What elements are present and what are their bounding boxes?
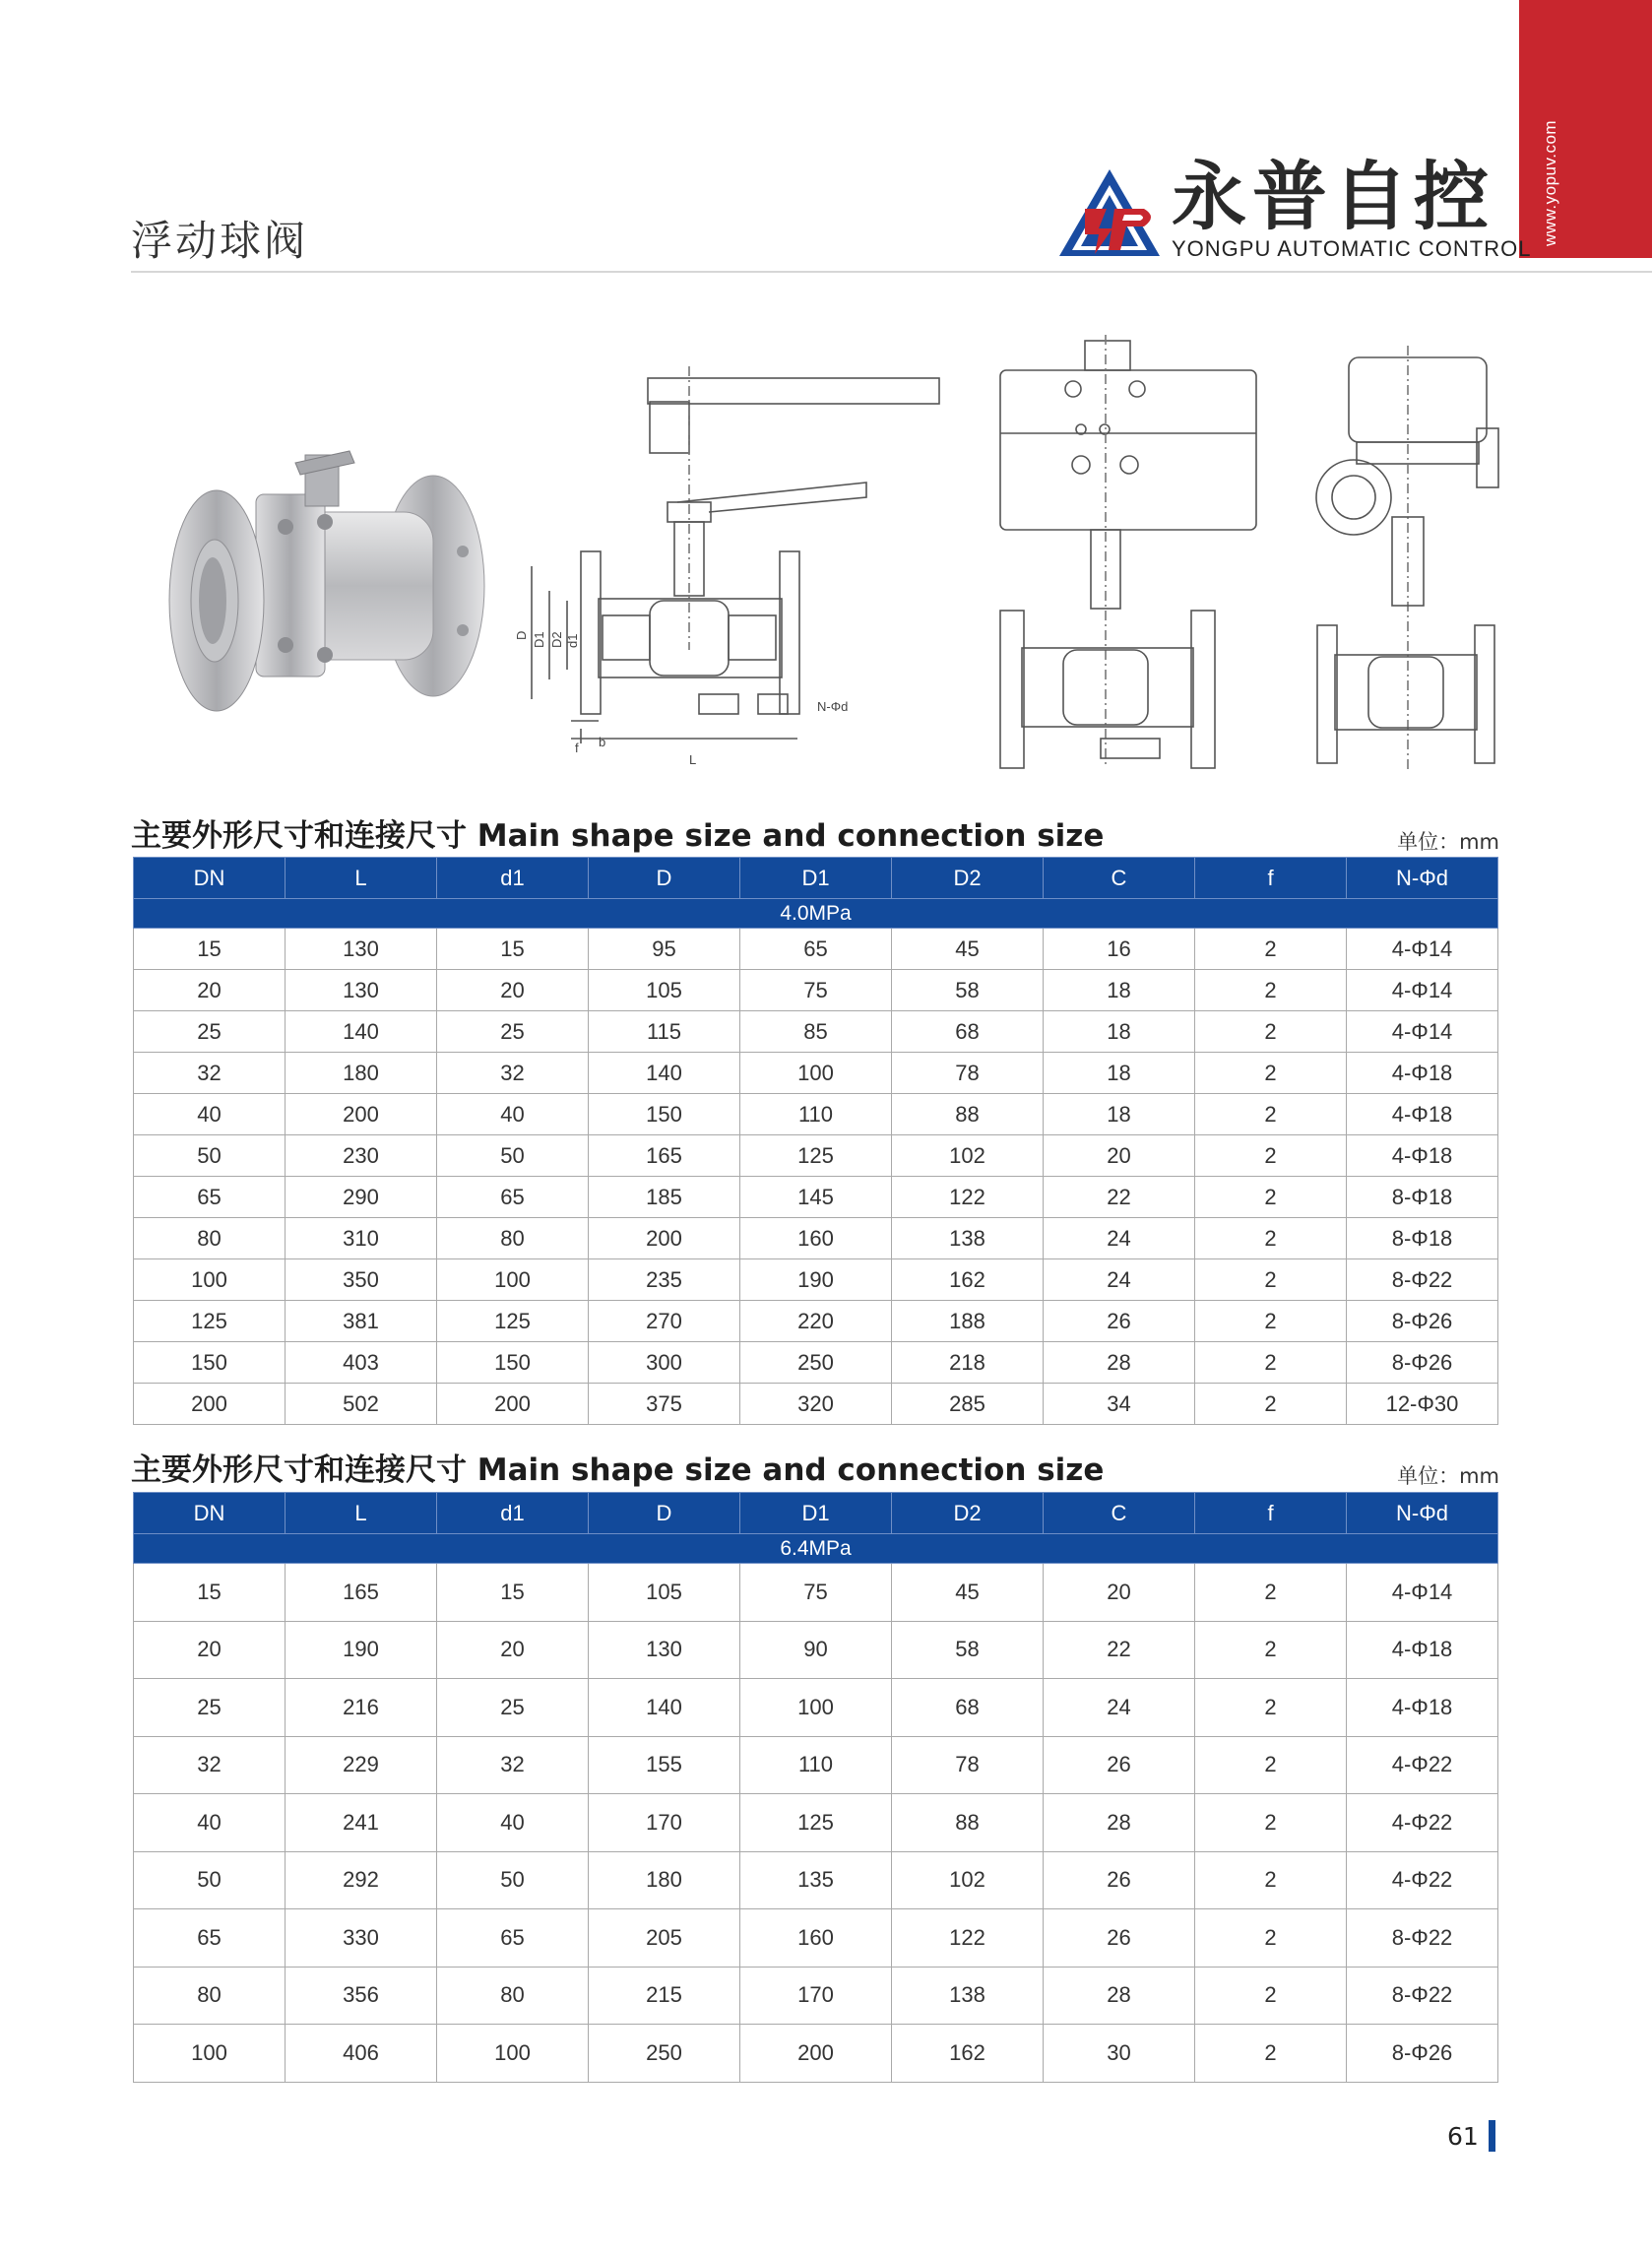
table-cell: 310 [286, 1218, 437, 1259]
table-cell: 165 [589, 1135, 740, 1177]
table-cell: 4-Φ18 [1347, 1094, 1498, 1135]
table-row [134, 1679, 1498, 1737]
table-cell: 130 [286, 929, 437, 970]
table-cell: 100 [134, 2025, 286, 2083]
pressure-rating-row: 4.0MPa [134, 899, 1498, 929]
table-cell: 241 [286, 1794, 437, 1852]
table-cell: 4-Φ14 [1347, 970, 1498, 1011]
table-cell: 8-Φ26 [1347, 1301, 1498, 1342]
table-cell: 4-Φ18 [1347, 1679, 1498, 1737]
table-cell: 65 [437, 1909, 589, 1968]
table-cell: 24 [1044, 1679, 1195, 1737]
column-header: N-Φd [1347, 1493, 1498, 1534]
table-cell: 80 [437, 1967, 589, 2025]
dim-label-D2: D2 [549, 631, 564, 648]
table-cell: 130 [589, 1621, 740, 1679]
table-header-row [134, 858, 1498, 899]
table-cell: 406 [286, 2025, 437, 2083]
table-cell: 102 [892, 1851, 1044, 1909]
table-cell: 155 [589, 1736, 740, 1794]
table-cell: 2 [1195, 1135, 1347, 1177]
table-cell: 170 [740, 1967, 892, 2025]
table-cell: 65 [134, 1177, 286, 1218]
table-cell: 4-Φ14 [1347, 1564, 1498, 1622]
table-row [134, 1135, 1498, 1177]
table-cell: 25 [134, 1011, 286, 1053]
table-cell: 4-Φ22 [1347, 1736, 1498, 1794]
table-cell: 102 [892, 1135, 1044, 1177]
table-cell: 215 [589, 1967, 740, 2025]
column-header: L [286, 858, 437, 899]
table-row [134, 2025, 1498, 2083]
table-cell: 4-Φ18 [1347, 1135, 1498, 1177]
table-cell: 162 [892, 2025, 1044, 2083]
column-header: d1 [437, 1493, 589, 1534]
column-header: D2 [892, 858, 1044, 899]
table-cell: 100 [437, 2025, 589, 2083]
table-row [134, 1851, 1498, 1909]
brand-logo-icon [1055, 165, 1164, 260]
table-row [134, 1011, 1498, 1053]
table-cell: 4-Φ18 [1347, 1621, 1498, 1679]
table-cell: 205 [589, 1909, 740, 1968]
table-cell: 2 [1195, 1259, 1347, 1301]
column-header: DN [134, 858, 286, 899]
table-cell: 356 [286, 1967, 437, 2025]
column-header: f [1195, 858, 1347, 899]
table-cell: 18 [1044, 1053, 1195, 1094]
table-cell: 2 [1195, 1053, 1347, 1094]
table-cell: 140 [286, 1011, 437, 1053]
table2-unit: 单位：mm [1397, 1464, 1499, 1488]
table-cell: 90 [740, 1621, 892, 1679]
page-number: 61 [1447, 2122, 1479, 2151]
table-cell: 300 [589, 1342, 740, 1384]
table-cell: 80 [437, 1218, 589, 1259]
table1-unit: 单位：mm [1397, 830, 1499, 854]
table-cell: 285 [892, 1384, 1044, 1425]
table-cell: 122 [892, 1909, 1044, 1968]
table-cell: 15 [437, 1564, 589, 1622]
table-cell: 68 [892, 1011, 1044, 1053]
table-row [134, 1301, 1498, 1342]
table-cell: 20 [1044, 1564, 1195, 1622]
table-cell: 8-Φ18 [1347, 1218, 1498, 1259]
brand-name-cn: 永普自控 [1172, 153, 1494, 240]
table-cell: 160 [740, 1218, 892, 1259]
table-cell: 2 [1195, 1011, 1347, 1053]
table-cell: 88 [892, 1094, 1044, 1135]
table-cell: 50 [437, 1851, 589, 1909]
table-cell: 95 [589, 929, 740, 970]
table-cell: 20 [134, 970, 286, 1011]
table-cell: 78 [892, 1736, 1044, 1794]
table-cell: 12-Φ30 [1347, 1384, 1498, 1425]
table-cell: 8-Φ26 [1347, 2025, 1498, 2083]
spec-table-6-4mpa [133, 1492, 1498, 2083]
table-cell: 58 [892, 970, 1044, 1011]
table-cell: 270 [589, 1301, 740, 1342]
table-cell: 160 [740, 1909, 892, 1968]
table-cell: 2 [1195, 1094, 1347, 1135]
table-cell: 30 [1044, 2025, 1195, 2083]
table-cell: 2 [1195, 970, 1347, 1011]
table-cell: 100 [740, 1679, 892, 1737]
table-cell: 18 [1044, 1011, 1195, 1053]
pneumatic-valve-drawing [994, 335, 1260, 778]
table-cell: 28 [1044, 1967, 1195, 2025]
table-cell: 2 [1195, 1679, 1347, 1737]
table-cell: 145 [740, 1177, 892, 1218]
table-row [134, 1259, 1498, 1301]
table-cell: 105 [589, 970, 740, 1011]
table-cell: 170 [589, 1794, 740, 1852]
column-header: f [1195, 1493, 1347, 1534]
table-cell: 200 [437, 1384, 589, 1425]
table-cell: 8-Φ26 [1347, 1342, 1498, 1384]
table-cell: 8-Φ22 [1347, 1967, 1498, 2025]
table-cell: 330 [286, 1909, 437, 1968]
table-cell: 2 [1195, 1342, 1347, 1384]
table-cell: 2 [1195, 1384, 1347, 1425]
table-cell: 403 [286, 1342, 437, 1384]
table-cell: 2 [1195, 1177, 1347, 1218]
table-cell: 65 [134, 1909, 286, 1968]
dim-label-b: b [599, 735, 606, 749]
table-cell: 2 [1195, 1851, 1347, 1909]
table-cell: 15 [437, 929, 589, 970]
table-cell: 65 [437, 1177, 589, 1218]
table-cell: 20 [1044, 1135, 1195, 1177]
table-cell: 125 [437, 1301, 589, 1342]
table-cell: 68 [892, 1679, 1044, 1737]
table-cell: 110 [740, 1094, 892, 1135]
table-row [134, 929, 1498, 970]
table-row [134, 1967, 1498, 2025]
table-cell: 80 [134, 1218, 286, 1259]
table-cell: 26 [1044, 1301, 1195, 1342]
spec-table-4mpa [133, 857, 1498, 1425]
table-cell: 26 [1044, 1909, 1195, 1968]
column-header: DN [134, 1493, 286, 1534]
table-cell: 292 [286, 1851, 437, 1909]
dim-label-f: f [575, 741, 579, 755]
table-row [134, 1177, 1498, 1218]
table-cell: 100 [740, 1053, 892, 1094]
table-cell: 15 [134, 1564, 286, 1622]
table-cell: 25 [437, 1011, 589, 1053]
dim-label-N-phi-d: N-Φd [817, 699, 849, 714]
table-cell: 190 [286, 1621, 437, 1679]
page-title: 浮动球阀 [131, 217, 309, 265]
table-cell: 2 [1195, 1794, 1347, 1852]
table-cell: 2 [1195, 1564, 1347, 1622]
table-cell: 115 [589, 1011, 740, 1053]
table-header-row [134, 1493, 1498, 1534]
table-cell: 20 [134, 1621, 286, 1679]
table-cell: 2 [1195, 1301, 1347, 1342]
table-cell: 230 [286, 1135, 437, 1177]
table-row [134, 1909, 1498, 1968]
table-cell: 135 [740, 1851, 892, 1909]
dim-label-D1: D1 [532, 631, 546, 648]
table-cell: 16 [1044, 929, 1195, 970]
table-row [134, 1094, 1498, 1135]
table-cell: 50 [134, 1135, 286, 1177]
dim-label-d1: d1 [565, 633, 580, 648]
table-cell: 50 [437, 1135, 589, 1177]
table-cell: 185 [589, 1177, 740, 1218]
table-cell: 32 [437, 1053, 589, 1094]
table-cell: 381 [286, 1301, 437, 1342]
table-cell: 180 [589, 1851, 740, 1909]
table-cell: 105 [589, 1564, 740, 1622]
table-cell: 28 [1044, 1794, 1195, 1852]
table-cell: 220 [740, 1301, 892, 1342]
table-cell: 502 [286, 1384, 437, 1425]
column-header: L [286, 1493, 437, 1534]
table-cell: 250 [589, 2025, 740, 2083]
column-header: C [1044, 1493, 1195, 1534]
header-divider [131, 271, 1652, 273]
table-cell: 140 [589, 1053, 740, 1094]
table-cell: 100 [134, 1259, 286, 1301]
table-cell: 100 [437, 1259, 589, 1301]
table-cell: 32 [134, 1736, 286, 1794]
table-cell: 138 [892, 1218, 1044, 1259]
table-row [134, 1384, 1498, 1425]
ball-valve-photo [167, 433, 502, 748]
table-cell: 22 [1044, 1177, 1195, 1218]
manual-valve-drawing [512, 355, 945, 778]
table-cell: 85 [740, 1011, 892, 1053]
column-header: C [1044, 858, 1195, 899]
table-cell: 20 [437, 970, 589, 1011]
table-cell: 4-Φ18 [1347, 1053, 1498, 1094]
table-cell: 250 [740, 1342, 892, 1384]
table-cell: 78 [892, 1053, 1044, 1094]
table-cell: 2 [1195, 1621, 1347, 1679]
table-cell: 188 [892, 1301, 1044, 1342]
table-cell: 32 [437, 1736, 589, 1794]
table-cell: 150 [589, 1094, 740, 1135]
table-cell: 150 [437, 1342, 589, 1384]
column-header: d1 [437, 858, 589, 899]
table-cell: 290 [286, 1177, 437, 1218]
column-header: D1 [740, 858, 892, 899]
dim-label-L: L [689, 752, 697, 767]
table-cell: 2 [1195, 1218, 1347, 1259]
table-cell: 40 [134, 1094, 286, 1135]
table-cell: 320 [740, 1384, 892, 1425]
table-cell: 20 [437, 1621, 589, 1679]
table-cell: 200 [589, 1218, 740, 1259]
table-cell: 50 [134, 1851, 286, 1909]
table-cell: 88 [892, 1794, 1044, 1852]
table-row [134, 1564, 1498, 1622]
table-cell: 75 [740, 1564, 892, 1622]
table-row [134, 1736, 1498, 1794]
table-cell: 122 [892, 1177, 1044, 1218]
dim-label-D: D [514, 630, 529, 640]
table-cell: 190 [740, 1259, 892, 1301]
table-cell: 138 [892, 1967, 1044, 2025]
table-cell: 200 [740, 2025, 892, 2083]
table-cell: 180 [286, 1053, 437, 1094]
table-cell: 229 [286, 1736, 437, 1794]
table-cell: 8-Φ22 [1347, 1909, 1498, 1968]
table-row [134, 1218, 1498, 1259]
column-header: D1 [740, 1493, 892, 1534]
table-row [134, 1621, 1498, 1679]
table-cell: 2 [1195, 1736, 1347, 1794]
table-cell: 28 [1044, 1342, 1195, 1384]
table-cell: 350 [286, 1259, 437, 1301]
brand-name-en: YONGPU AUTOMATIC CONTROL [1172, 236, 1532, 261]
table-cell: 125 [134, 1301, 286, 1342]
table-cell: 75 [740, 970, 892, 1011]
table-cell: 34 [1044, 1384, 1195, 1425]
table-cell: 8-Φ18 [1347, 1177, 1498, 1218]
table-cell: 200 [134, 1384, 286, 1425]
table-cell: 8-Φ22 [1347, 1259, 1498, 1301]
table-cell: 26 [1044, 1736, 1195, 1794]
table-cell: 235 [589, 1259, 740, 1301]
table-cell: 110 [740, 1736, 892, 1794]
table-cell: 32 [134, 1053, 286, 1094]
table-cell: 24 [1044, 1218, 1195, 1259]
table-cell: 150 [134, 1342, 286, 1384]
table1-title: 主要外形尺寸和连接尺寸 Main shape size and connection size [131, 818, 1105, 854]
table-cell: 140 [589, 1679, 740, 1737]
table-cell: 200 [286, 1094, 437, 1135]
table-cell: 18 [1044, 1094, 1195, 1135]
table-cell: 58 [892, 1621, 1044, 1679]
table-cell: 130 [286, 970, 437, 1011]
table-cell: 25 [437, 1679, 589, 1737]
pressure-rating-row: 6.4MPa [134, 1534, 1498, 1564]
table-cell: 24 [1044, 1259, 1195, 1301]
table-cell: 25 [134, 1679, 286, 1737]
table-row [134, 1342, 1498, 1384]
table-cell: 375 [589, 1384, 740, 1425]
table-cell: 2 [1195, 1909, 1347, 1968]
table-cell: 4-Φ14 [1347, 1011, 1498, 1053]
table-cell: 2 [1195, 929, 1347, 970]
table-cell: 218 [892, 1342, 1044, 1384]
column-header: D2 [892, 1493, 1044, 1534]
column-header: D [589, 858, 740, 899]
table-cell: 4-Φ22 [1347, 1851, 1498, 1909]
table-cell: 80 [134, 1967, 286, 2025]
table-cell: 40 [437, 1094, 589, 1135]
table-cell: 18 [1044, 970, 1195, 1011]
table-row [134, 1053, 1498, 1094]
table-cell: 4-Φ14 [1347, 929, 1498, 970]
table-cell: 26 [1044, 1851, 1195, 1909]
header-red-bar [1519, 0, 1652, 258]
table-cell: 15 [134, 929, 286, 970]
table-cell: 2 [1195, 2025, 1347, 2083]
page-number-marker [1489, 2120, 1495, 2152]
table-cell: 65 [740, 929, 892, 970]
table-cell: 2 [1195, 1967, 1347, 2025]
website-url: www.yopuv.com [1541, 119, 1559, 246]
table-row [134, 970, 1498, 1011]
table-cell: 22 [1044, 1621, 1195, 1679]
table-cell: 45 [892, 929, 1044, 970]
table-cell: 45 [892, 1564, 1044, 1622]
table-cell: 125 [740, 1135, 892, 1177]
table-cell: 125 [740, 1794, 892, 1852]
electric-valve-drawing [1309, 340, 1506, 773]
table-row [134, 1794, 1498, 1852]
column-header: N-Φd [1347, 858, 1498, 899]
column-header: D [589, 1493, 740, 1534]
table-cell: 4-Φ22 [1347, 1794, 1498, 1852]
table-cell: 216 [286, 1679, 437, 1737]
table-cell: 40 [134, 1794, 286, 1852]
table-cell: 162 [892, 1259, 1044, 1301]
table-cell: 40 [437, 1794, 589, 1852]
table2-title: 主要外形尺寸和连接尺寸 Main shape size and connection size [131, 1452, 1105, 1488]
table-cell: 165 [286, 1564, 437, 1622]
